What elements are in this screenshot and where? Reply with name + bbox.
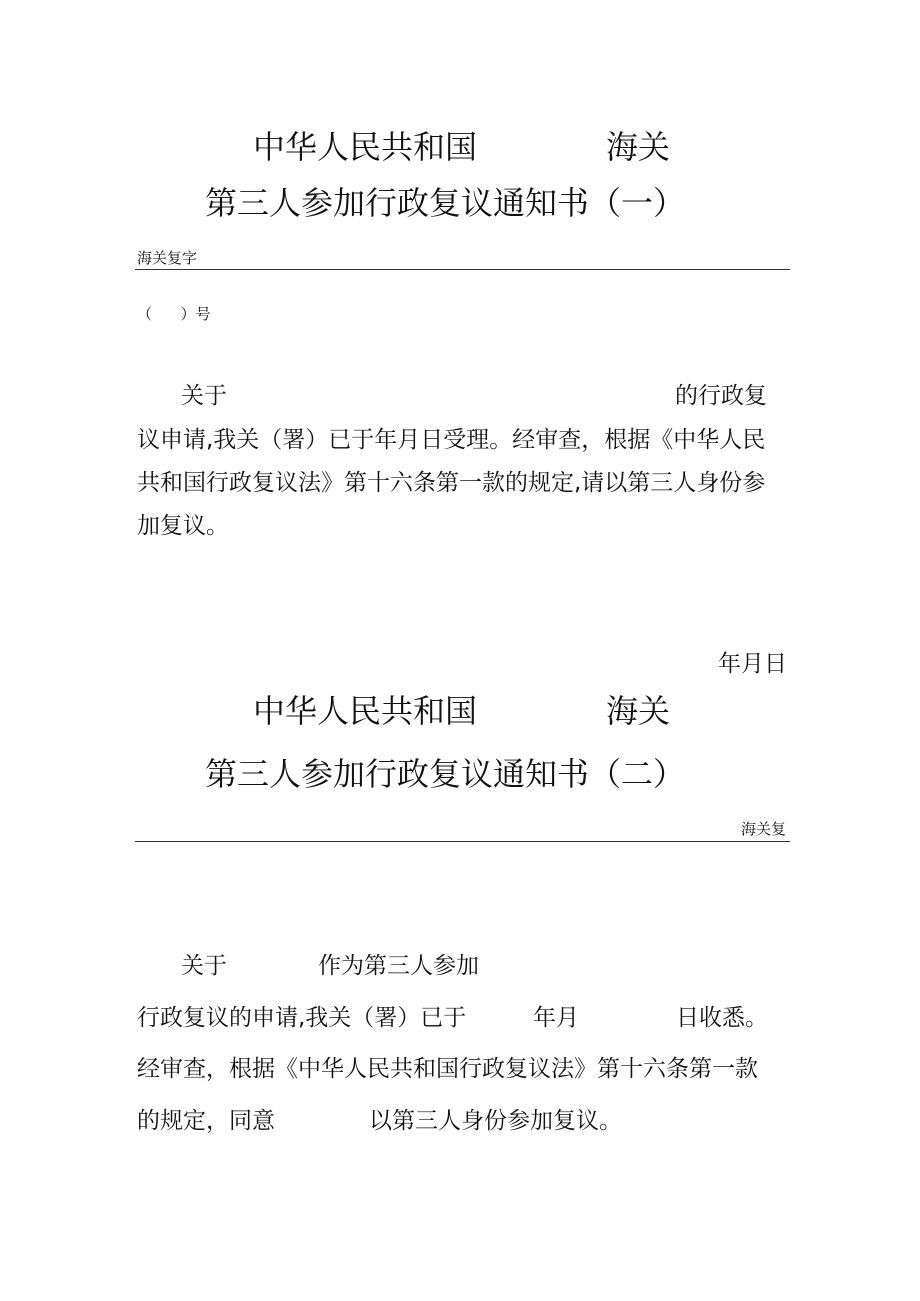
- notice-1-body-line1-start: 关于: [181, 383, 227, 409]
- notice-2-body-line4-b: 以第三人身份参加复议。: [369, 1108, 622, 1134]
- notice-1-ref-number: （ ）号: [137, 305, 211, 323]
- notice-2-title-country: 中华人民共和国: [253, 692, 478, 730]
- notice-2-body-line3: 经审查，根据《中华人民共和国行政复议法》第十六条第一款: [137, 1056, 758, 1082]
- notice-1-title-name: 第三人参加行政复议通知书（一）: [205, 184, 686, 222]
- notice-1-body-line1-end: 的行政复: [675, 383, 767, 409]
- notice-2-body-line2-b: 年月: [533, 1005, 579, 1031]
- notice-1-ref-rule: [135, 269, 790, 270]
- notice-1-body-line2: 议申请,我关（署）已于年月日受理。经审查，根据《中华人民: [137, 427, 766, 453]
- notice-2-body-line2-a: 行政复议的申请,我关（署）已于: [137, 1005, 467, 1031]
- notice-2-ref-rule: [135, 841, 790, 842]
- notice-2-body-line1-start: 关于: [181, 953, 227, 979]
- notice-2-title-customs: 海关: [606, 692, 671, 730]
- notice-2-title-name: 第三人参加行政复议通知书（二）: [205, 755, 686, 793]
- notice-1-title-country: 中华人民共和国: [253, 128, 478, 166]
- notice-1-date: 年月日: [718, 651, 787, 677]
- notice-1-body-line4: 加复议。: [137, 513, 229, 539]
- notice-2-body-line2-c: 日收悉。: [676, 1005, 768, 1031]
- notice-2-body-line4-a: 的规定，同意: [137, 1108, 275, 1134]
- notice-1-title-customs: 海关: [606, 128, 671, 166]
- notice-1-ref-prefix: 海关复字: [137, 249, 198, 267]
- notice-2-body-line1-end: 作为第三人参加: [318, 953, 479, 979]
- notice-2-ref-prefix: 海关复: [741, 820, 787, 838]
- notice-1-body-line3: 共和国行政复议法》第十六条第一款的规定,请以第三人身份参: [137, 470, 766, 496]
